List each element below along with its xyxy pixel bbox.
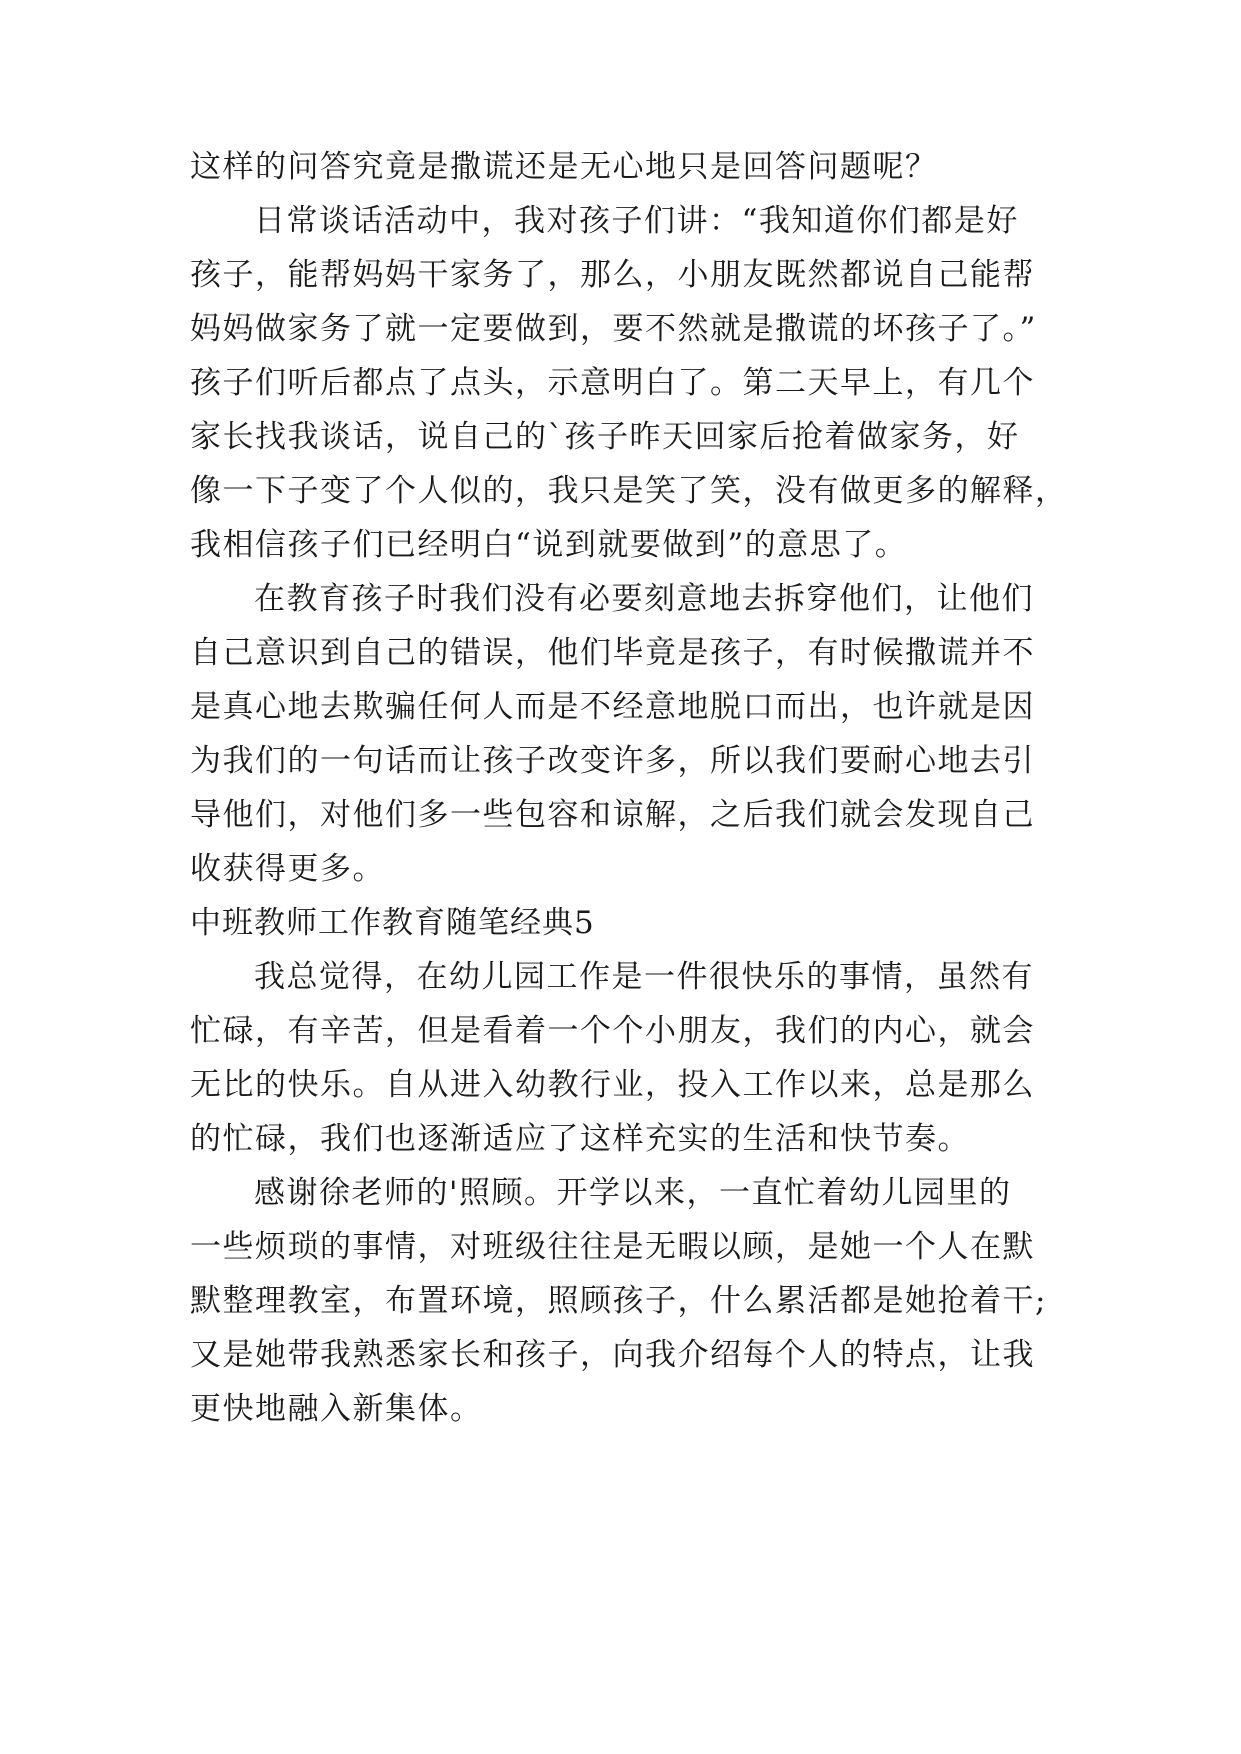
text-line: 孩子们听后都点了点头，示意明白了。第二天早上，有几个 — [190, 365, 1035, 401]
text-line: 妈妈做家务了就一定要做到，要不然就是撒谎的坏孩子了。” — [190, 311, 1037, 347]
paragraph-first-line: 日常谈话活动中，我对孩子们讲：“我知道你们都是好 — [254, 203, 1019, 239]
paragraph-first-line: 在教育孩子时我们没有必要刻意地去拆穿他们，让他们 — [254, 581, 1034, 617]
paragraph-first-line: 感谢徐老师的'照顾。开学以来，一直忙着幼儿园里的 — [254, 1175, 1012, 1211]
text-line: 我相信孩子们已经明白“说到就要做到”的意思了。 — [190, 527, 908, 563]
section-heading: 中班教师工作教育随笔经典5 — [190, 905, 595, 941]
text-line: 导他们，对他们多一些包容和谅解，之后我们就会发现自己 — [190, 797, 1035, 833]
text-line: 又是她带我熟悉家长和孩子，向我介绍每个人的特点，让我 — [190, 1337, 1035, 1373]
text-line: 孩子，能帮妈妈干家务了，那么，小朋友既然都说自己能帮 — [190, 257, 1035, 293]
text-line: 默整理教室，布置环境，照顾孩子，什么累活都是她抢着干; — [190, 1283, 1047, 1319]
text-line: 的忙碌，我们也逐渐适应了这样充实的生活和快节奏。 — [190, 1121, 970, 1157]
text-line: 家长找我谈话，说自己的`孩子昨天回家后抢着做家务，好 — [190, 419, 1020, 455]
text-line: 自己意识到自己的错误，他们毕竟是孩子，有时候撒谎并不 — [190, 635, 1035, 671]
text-line: 为我们的一句话而让孩子改变许多，所以我们要耐心地去引 — [190, 743, 1035, 779]
text-line: 是真心地去欺骗任何人而是不经意地脱口而出，也许就是因 — [190, 689, 1035, 725]
text-line: 一些烦琐的事情，对班级往往是无暇以顾，是她一个人在默 — [190, 1229, 1035, 1265]
text-line: 这样的问答究竟是撒谎还是无心地只是回答问题呢？ — [190, 149, 938, 185]
text-line: 更快地融入新集体。 — [190, 1391, 483, 1427]
text-line: 无比的快乐。自从进入幼教行业，投入工作以来，总是那么 — [190, 1067, 1035, 1103]
text-line: 收获得更多。 — [190, 851, 385, 887]
paragraph-first-line: 我总觉得，在幼儿园工作是一件很快乐的事情，虽然有 — [254, 959, 1034, 995]
text-line: 忙碌，有辛苦，但是看着一个个小朋友，我们的内心，就会 — [190, 1013, 1035, 1049]
text-line: 像一下子变了个人似的，我只是笑了笑，没有做更多的解释， — [190, 473, 1068, 509]
